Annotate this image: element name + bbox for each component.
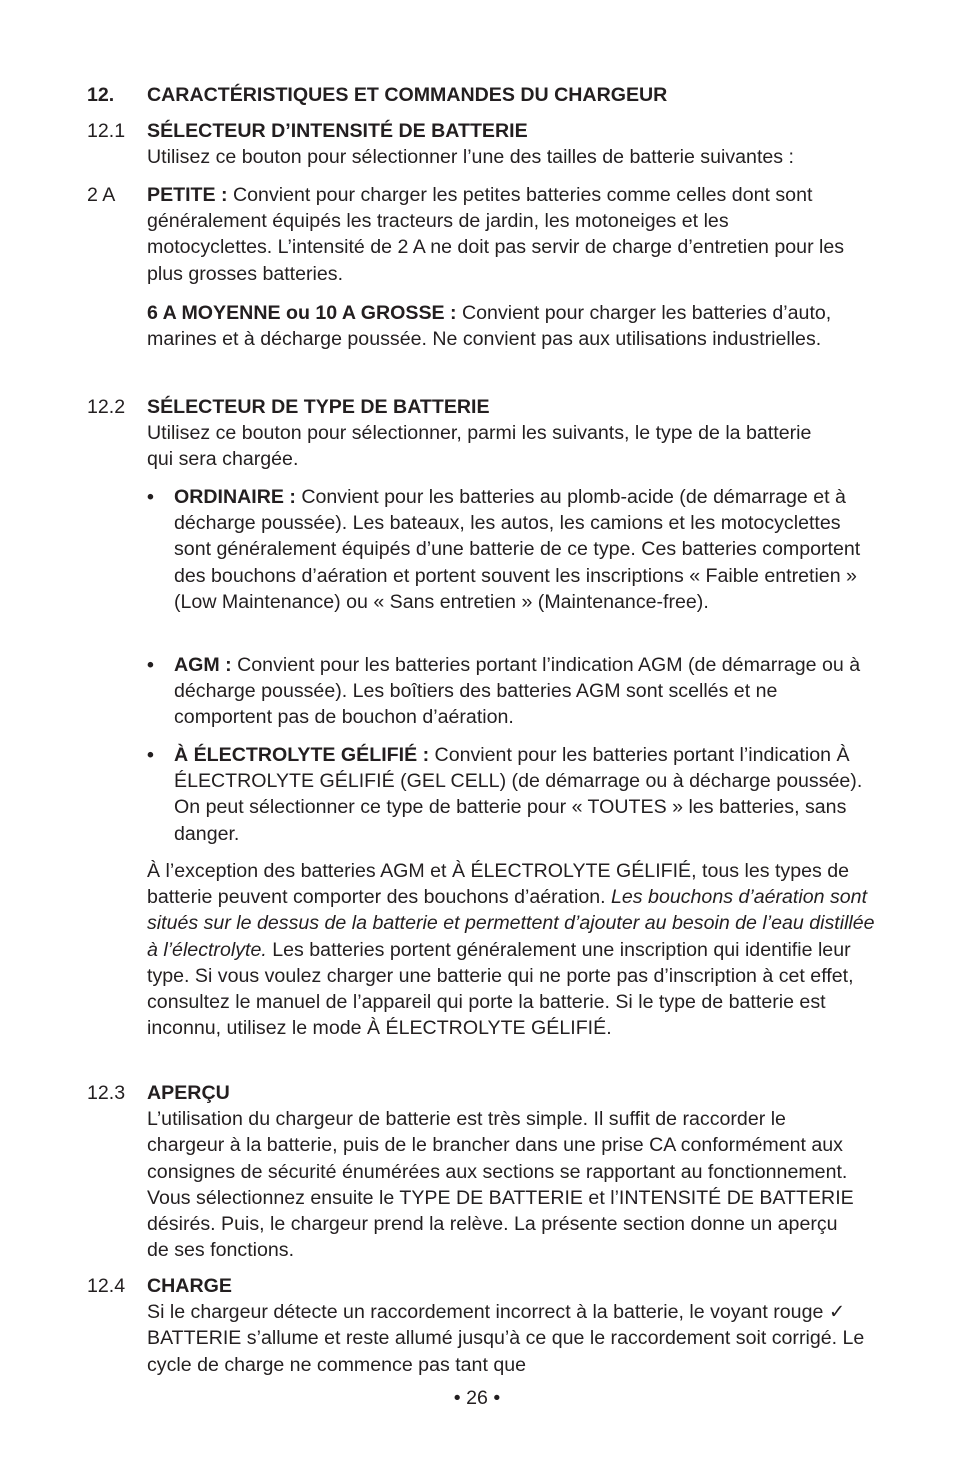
subsection-number-12-4: 12.4 [87, 1275, 126, 1297]
note-italic: Les bouchons d’aération sont situés sur le dessus de la batterie et permettent d’ajouter au besoin de l’eau distillée à l’électrolyte. [147, 886, 875, 961]
subsection-12-2 [147, 394, 837, 473]
charge-text-a: Si le chargeur détecte un raccordement incorrect à la batterie, le voyant rouge [147, 1301, 829, 1324]
large-paragraph [147, 300, 857, 352]
subsection-text-12-3: L’utilisation du chargeur de batterie est très simple. Il suffit de raccorder le chargeur à la batterie, puis de le brancher dans une prise CA conformément aux consignes de sécurité énumérées aux sections se rapportant au fonctionnement. Vous sélectionnez ensuite le TYPE DE BATTERIE et l’INTENSITÉ DE BATTERIE désirés. Puis, le chargeur prend la relève. La présente section donne un aperçu de ses fonctions. [147, 1108, 854, 1262]
bullet-text: Convient pour les batteries au plomb-acide (de démarrage et à décharge poussée). Les bateaux, les autos, les camions et les motocyclettes sont généralement équipés d’une batterie de ce type. Ces batteries comportent des bouchons d’aération et portent souvent les inscriptions « Faible entretien » (Low Maintenance) ou « Sans entretien » (Maintenance-free). [174, 486, 861, 613]
large-bold: 6 A MOYENNE ou 10 A GROSSE : [147, 302, 457, 324]
subsection-title-12-4: CHARGE [147, 1275, 232, 1297]
subsection-text-12-4 [147, 1299, 875, 1378]
bullet-marker: • [147, 744, 154, 766]
bullet-bold: AGM : [174, 654, 232, 676]
small-paragraph [147, 182, 857, 287]
subsection-number-12-2: 12.2 [87, 396, 126, 418]
bullet-marker: • [147, 654, 154, 676]
bullet-marker: • [147, 486, 154, 508]
page-number: • 26 • [453, 1387, 501, 1409]
charge-text-b: BATTERIE s’allume et reste allumé jusqu’à ce que le raccordement soit corrigé. Le cycle de charge ne commence pas tant que [147, 1327, 865, 1376]
bullet-gel [174, 742, 874, 847]
bullet-bold: ORDINAIRE : [174, 486, 296, 508]
subsection-intro-12-1: Utilisez ce bouton pour sélectionner l’une des tailles de batterie suivantes : [147, 146, 794, 169]
subsection-12-3 [147, 1080, 862, 1263]
subsection-title-12-1: SÉLECTEUR D’INTENSITÉ DE BATTERIE [147, 120, 528, 142]
subsection-12-4 [147, 1273, 875, 1378]
subsection-12-1 [147, 118, 877, 170]
bullet-text: Convient pour les batteries portant l’indication AGM (de démarrage ou à décharge poussée). Les boîtiers des batteries AGM sont scellés et ne comportent pas de bouchon d’aération. [174, 654, 861, 729]
note-text-a: À l’exception des batteries AGM et À ÉLECTROLYTE GÉLIFIÉ, tous les types de batterie peuvent comporter des bouchons d’aération. [147, 860, 850, 909]
note-text-b: Les batteries portent généralement une inscription qui identifie leur type. Si vous voulez charger une batterie qui ne porte pas d’inscription à cet effet, consultez le manuel de l’appareil qui porte la batterie. Si le type de batterie est inconnu, utilisez le mode À ÉLECTROLYTE GÉLIFIÉ. [147, 938, 854, 1040]
subsection-number-12-1: 12.1 [87, 120, 126, 142]
subsection-title-12-3: APERÇU [147, 1082, 230, 1104]
vent-cap-note [147, 858, 875, 1041]
checkmark-icon: ✓ [828, 1301, 846, 1324]
bullet-bold: À ÉLECTROLYTE GÉLIFIÉ : [174, 744, 430, 766]
subsection-title-12-2: SÉLECTEUR DE TYPE DE BATTERIE [147, 396, 490, 418]
section-number: 12. [87, 84, 115, 106]
subsection-number-12-3: 12.3 [87, 1082, 126, 1104]
bullet-ordinaire [174, 484, 874, 615]
bullet-agm [174, 652, 874, 731]
bullet-text: Convient pour les batteries portant l’indication À ÉLECTROLYTE GÉLIFIÉ (GEL CELL) (de démarrage ou à décharge poussée). On peut sélectionner ce type de batterie pour « TOUTES » les batteries, sans danger. [174, 744, 863, 845]
subsection-intro-12-2: Utilisez ce bouton pour sélectionner, parmi les suivants, le type de la batterie qui sera chargée. [147, 422, 812, 471]
large-text: Convient pour charger les batteries d’auto, marines et à décharge poussée. Ne convient pas aux utilisations industrielles. [147, 302, 832, 351]
small-amp-label: 2 A [87, 184, 116, 206]
section-title: CARACTÉRISTIQUES ET COMMANDES DU CHARGEUR [147, 84, 668, 106]
small-bold: PETITE : [147, 184, 228, 206]
small-text: Convient pour charger les petites batteries comme celles dont sont généralement équipés les tracteurs de jardin, les motoneiges et les motocyclettes. L’intensité de 2 A ne doit pas servir de charge d’entretien pour les plus grosses batteries. [147, 184, 845, 285]
